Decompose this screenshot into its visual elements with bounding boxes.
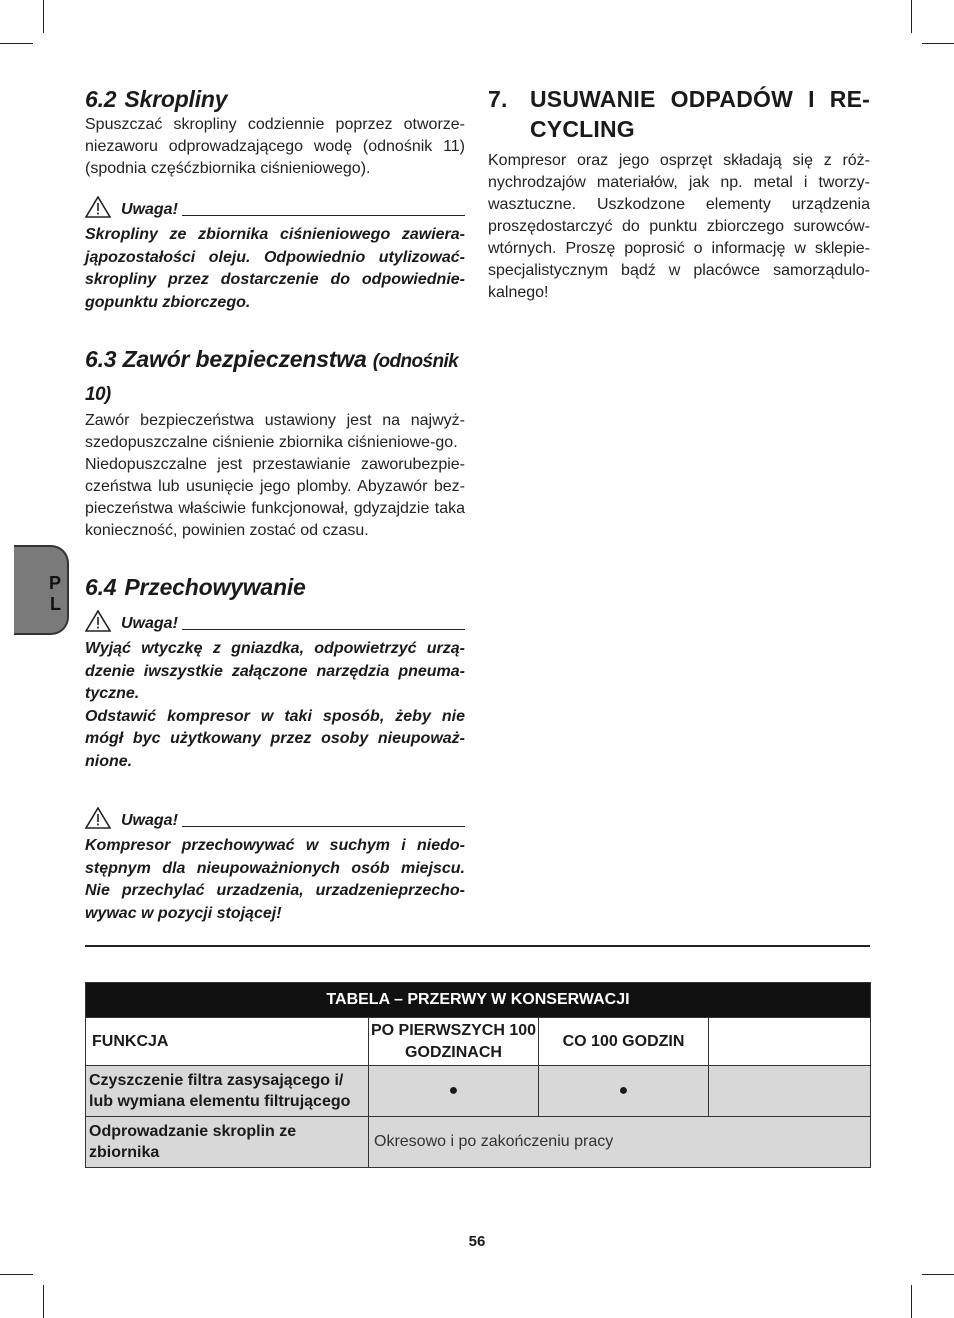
warning-label: Uwaga! <box>121 812 178 829</box>
section-heading: 7. USUWANIE ODPADÓW I RE-CYCLING <box>488 86 870 142</box>
table-header-row <box>86 1018 871 1066</box>
warning-text: Skropliny ze zbiornika ciśnieniowego zawiera-jąpozostałości oleju. Odpowiednio utylizować-skropliny przez dostarczenie do odpowiednie-gopunktu zbiorczego. <box>85 226 465 311</box>
crop-mark <box>922 43 954 44</box>
section-body: Kompresor oraz jego osprzęt składają się z róż-nychrodzajów materiałów, jak np. metal i tworzy-wasztuczne. Uszkodzone elementy urządzenia proszędostarczyć do punktu zbiorczego surowców-wtórnych. Proszę poprosić o informację w sklepie-specjalistycznym bądź w placówce samorządulo-kalnego! <box>488 152 870 301</box>
section-6-2 <box>85 84 465 314</box>
table-header <box>709 1018 871 1066</box>
section-6-3 <box>85 344 465 542</box>
warning-header <box>85 805 465 829</box>
warning-triangle-icon <box>85 196 111 218</box>
warning-text: Kompresor przechowywać w suchym i niedo-stępnym dla nieupoważnionych osób miejscu. Nie przechylać urzadzenia, urzadzenieprzecho-wywac w pozycji stojącej! <box>85 837 465 922</box>
section-body: Niedopuszczalne jest przestawianie zaworubezpie-czeństwa lub usunięcie jego plomby. Abyzawór bez-pieczeństwa właściwie funkcjonował, gdyzajdzie taka konieczność, powinien zostać od czasu. <box>85 456 465 539</box>
crop-mark <box>922 1274 954 1275</box>
crop-mark <box>911 1285 912 1318</box>
warning-triangle-icon <box>85 807 111 829</box>
table-cell: Czyszczenie filtra zasysającego i/ lub wymiana elementu filtrującego <box>86 1066 369 1117</box>
language-tab-letter: P <box>48 573 61 593</box>
table-header: CO 100 GODZIN <box>539 1018 709 1066</box>
section-heading: 6.2 Skropliny <box>85 86 228 112</box>
section-heading: 6.4 Przechowywanie <box>85 574 306 600</box>
language-tab <box>14 545 69 635</box>
table-row <box>86 1117 871 1168</box>
table-cell: Okresowo i po zakończeniu pracy <box>369 1117 871 1168</box>
language-tab-letter: L <box>50 594 61 614</box>
warning-label: Uwaga! <box>121 615 178 632</box>
table-row <box>86 1066 871 1117</box>
warning-rule <box>182 629 465 630</box>
table-header: PO PIERWSZYCH 100 GODZINACH <box>369 1018 539 1066</box>
warning-header <box>85 194 465 218</box>
section-body: Spuszczać skropliny codziennie poprzez otworze-niezaworu odprowadzającego wodę (odnośnik 11) (spodnia częśćzbiornika ciśnieniowego). <box>85 116 465 177</box>
section-6-4 <box>85 572 465 925</box>
warning-label: Uwaga! <box>121 201 178 218</box>
table-caption: TABELA – PRZERWY W KONSERWACJI <box>86 983 871 1018</box>
warning-header <box>85 608 465 632</box>
table-cell: ● <box>369 1066 539 1117</box>
crop-mark <box>0 1274 33 1275</box>
section-divider <box>85 945 870 947</box>
crop-mark <box>43 1285 44 1318</box>
maintenance-table <box>85 982 871 1168</box>
table-cell: Odprowadzanie skroplin ze zbiornika <box>86 1117 369 1168</box>
right-column <box>488 84 870 304</box>
crop-mark <box>911 0 912 33</box>
table-cell: ● <box>539 1066 709 1117</box>
section-heading-reference: (odnośnik 10) <box>85 351 459 405</box>
warning-rule <box>182 215 465 216</box>
warning-rule <box>182 826 465 827</box>
crop-mark <box>43 0 44 33</box>
table-header: FUNKCJA <box>86 1018 369 1066</box>
table-cell <box>709 1066 871 1117</box>
section-body: Zawór bezpieczeństwa ustawiony jest na najwyż-szedopuszczalne ciśnienie zbiornika ciśnieniowe-go. <box>85 412 465 451</box>
warning-triangle-icon <box>85 610 111 632</box>
section-heading: 6.3 Zawór bezpieczenstwa (odnośnik 10) <box>85 346 459 405</box>
crop-mark <box>0 43 33 44</box>
warning-text: Odstawić kompresor w taki sposób, żeby nie mógł byc użytkowany przez osoby nieupoważ-nione. <box>85 707 465 770</box>
section-7 <box>488 84 870 304</box>
warning-text: Wyjąć wtyczkę z gniazdka, odpowietrzyć urzą-dzenie iwszystkie załączone narzędzia pneuma-tyczne. <box>85 640 465 702</box>
left-column <box>85 84 465 925</box>
page-number: 56 <box>468 1233 486 1250</box>
